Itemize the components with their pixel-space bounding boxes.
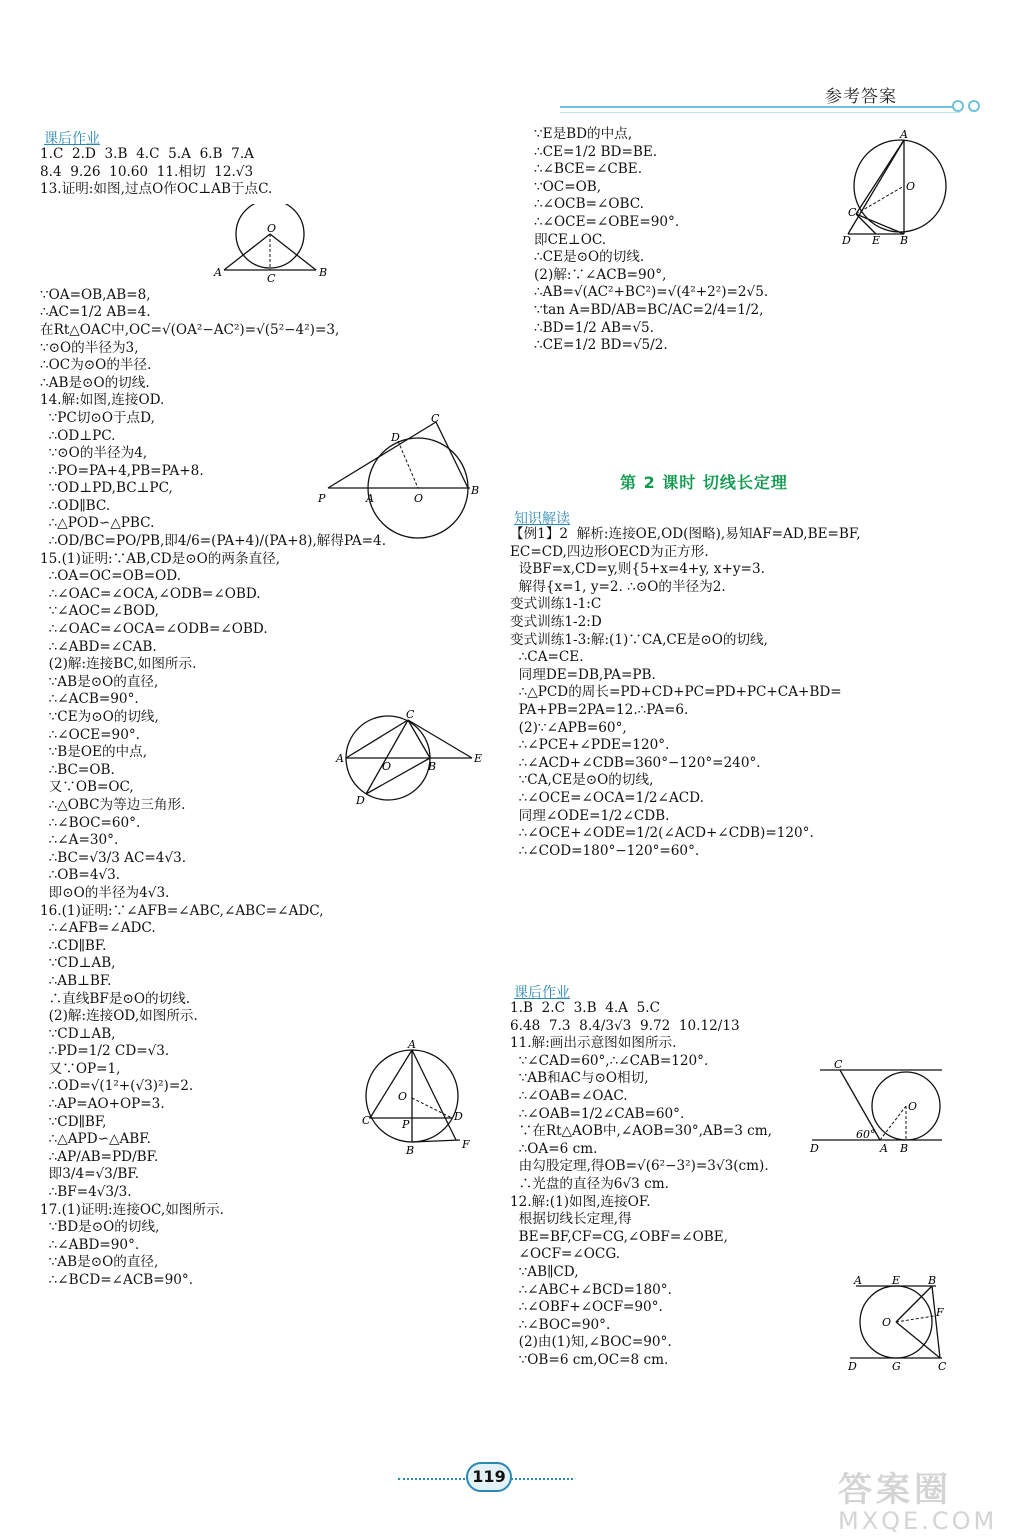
right-homework-column: [510, 1000, 772, 1369]
text-line: ∴CE=1/2 BD=√5/2.: [534, 337, 668, 354]
text-line: ∴OD⊥PC.: [40, 427, 116, 444]
text-line: ∵AB∥CD,: [510, 1263, 579, 1280]
text-line: ∵∠AOC=∠BOD,: [40, 603, 159, 620]
section-homework: 课后作业: [44, 131, 100, 147]
header-dot-icon: [952, 100, 964, 112]
svg-text:C: C: [848, 206, 857, 219]
svg-text:D: D: [842, 234, 851, 246]
text-line: ∵PC切⊙O于点D,: [40, 409, 155, 426]
text-line: 变式训练1-1:C: [510, 596, 602, 613]
svg-text:B: B: [928, 1274, 937, 1287]
header-dot-icon: [968, 100, 980, 112]
text-line: ∴∠OAC=∠OCA,∠ODB=∠OBD.: [40, 585, 261, 602]
svg-text:F: F: [936, 1306, 944, 1319]
text-line: 13.证明:如图,过点O作OC⊥AB于点C.: [40, 181, 273, 198]
text-line: ∴BF=4√3/3.: [40, 1184, 132, 1201]
svg-text:A: A: [366, 492, 374, 505]
text-line: ∴BC=OB.: [40, 761, 115, 778]
header-title: 参考答案: [825, 87, 897, 107]
svg-text:B: B: [900, 1142, 909, 1155]
text-line: ∴AB⊥BF.: [40, 972, 112, 989]
text-line: ∵OA=OB,AB=8,: [40, 286, 151, 303]
text-line: ∴∠OBF+∠OCF=90°.: [510, 1299, 663, 1316]
figure-q16: [360, 1036, 480, 1166]
text-line: ∴OD∥BC.: [40, 497, 111, 514]
text-line: ∴∠ABC+∠BCD=180°.: [510, 1281, 672, 1298]
text-line: ∴∠BOC=60°.: [40, 814, 141, 831]
figure-q15: [332, 708, 482, 808]
svg-text:A: A: [900, 128, 908, 141]
text-line: 1.C 2.D 3.B 4.C 5.A 6.B 7.A: [40, 146, 254, 162]
text-line: ∵AB是⊙O的直径,: [40, 1254, 159, 1271]
text-line: ∴∠ACB=90°.: [40, 691, 139, 708]
svg-text:P: P: [318, 492, 326, 505]
text-line: (2)由(1)知,∠BOC=90°.: [510, 1334, 672, 1351]
text-line: ∵CD⊥AB,: [40, 1025, 116, 1042]
text-line: EC=CD,四边形OECD为正方形.: [510, 543, 709, 560]
svg-text:C: C: [431, 412, 440, 425]
svg-text:C: C: [267, 272, 276, 284]
text-line: PA+PB=2PA=12.∴PA=6.: [510, 701, 689, 718]
svg-text:D: D: [454, 1110, 463, 1123]
text-line: ∴光盘的直径为6√3 cm.: [510, 1175, 669, 1192]
text-line: 由勾股定理,得OB=√(6²−3²)=3√3(cm).: [510, 1158, 769, 1175]
svg-text:O: O: [382, 760, 392, 773]
svg-text:B: B: [428, 760, 437, 773]
figure-q11-2: [806, 1056, 946, 1156]
text-line: ∴∠OAC=∠OCA=∠ODB=∠OBD.: [40, 621, 268, 638]
text-line: 1.B 2.C 3.B 4.A 5.C: [510, 1000, 661, 1016]
text-line: ∴∠BCE=∠CBE.: [534, 161, 643, 178]
figure-q12-2: [844, 1272, 964, 1372]
svg-text:O: O: [267, 222, 277, 235]
svg-text:E: E: [474, 752, 482, 765]
svg-text:A: A: [880, 1142, 888, 1155]
svg-text:A: A: [336, 752, 344, 765]
svg-text:O: O: [908, 1100, 918, 1113]
text-line: ∴∠BCD=∠ACB=90°.: [40, 1272, 194, 1288]
right-column: [534, 126, 768, 355]
text-line: 即CE⊥OC.: [534, 231, 607, 248]
text-line: ∴PD=1/2 CD=√3.: [40, 1043, 170, 1060]
text-line: ∵BD是⊙O的切线,: [40, 1219, 160, 1236]
text-line: 12.解:(1)如图,连接OF.: [510, 1193, 651, 1210]
lesson-title: 第 2 课时 切线长定理: [620, 473, 788, 492]
text-line: ∵CD⊥AB,: [40, 955, 116, 972]
figure-q17: [838, 126, 958, 246]
text-line: ∵CD∥BF,: [40, 1113, 107, 1130]
text-line: 根据切线长定理,得: [510, 1211, 632, 1228]
svg-text:O: O: [398, 1090, 408, 1103]
text-line: ∴OB=4√3.: [40, 867, 121, 884]
svg-text:E: E: [872, 234, 881, 246]
text-line: ∵⊙O的半径为3,: [40, 339, 139, 356]
text-line: 即3/4=√3/BF.: [40, 1166, 140, 1183]
watermark-bottom: MXQE.COM: [838, 1507, 998, 1535]
text-line: ∴直线BF是⊙O的切线.: [40, 990, 191, 1007]
svg-text:A: A: [854, 1274, 862, 1287]
svg-text:F: F: [462, 1138, 470, 1151]
text-line: ∴OD=√(1²+(√3)²)=2.: [40, 1078, 194, 1095]
text-line: ∵OC=OB,: [534, 178, 602, 195]
text-line: ∵CA,CE是⊙O的切线,: [510, 772, 654, 789]
text-line: 解得{x=1, y=2. ∴⊙O的半径为2.: [510, 578, 726, 595]
svg-text:D: D: [810, 1142, 819, 1155]
text-line: ∴∠BOC=90°.: [510, 1316, 611, 1333]
page-number: 119: [466, 1462, 512, 1492]
text-line: ∵⊙O的半径为4,: [40, 445, 148, 462]
svg-text:C: C: [938, 1360, 947, 1372]
text-line: 6.48 7.3 8.4/3√3 9.72 10.12/13: [510, 1017, 740, 1034]
text-line: 设BF=x,CD=y,则{5+x=4+y, x+y=3.: [510, 561, 765, 578]
text-line: ∴AB是⊙O的切线.: [40, 374, 150, 391]
text-line: 在Rt△OAC中,OC=√(OA²−AC²)=√(5²−4²)=3,: [40, 321, 340, 338]
text-line: 【例1】2 解析:连接OE,OD(图略),易知AF=AD,BE=BF,: [510, 526, 861, 542]
svg-text:P: P: [402, 1118, 410, 1131]
text-line: ∵B是OE的中点,: [40, 744, 148, 761]
svg-text:D: D: [848, 1360, 857, 1372]
text-line: ∵AB和AC与⊙O相切,: [510, 1070, 649, 1087]
text-line: ∵OD⊥PD,BC⊥PC,: [40, 480, 173, 497]
watermark-top: 答案圈: [838, 1470, 952, 1510]
text-line: ∵在Rt△AOB中,∠AOB=30°,AB=3 cm,: [510, 1123, 772, 1140]
svg-text:G: G: [892, 1360, 901, 1372]
text-line: 16.(1)证明:∵∠AFB=∠ABC,∠ABC=∠ADC,: [40, 902, 324, 919]
text-line: ∵tan A=BD/AB=BC/AC=2/4=1/2,: [534, 301, 764, 318]
svg-text:D: D: [391, 431, 400, 444]
text-line: 17.(1)证明:连接OC,如图所示.: [40, 1201, 224, 1218]
svg-text:O: O: [882, 1316, 892, 1329]
text-line: ∵E是BD的中点,: [534, 126, 633, 142]
text-line: ∴∠OCB=∠OBC.: [534, 196, 644, 213]
text-line: 8.4 9.26 10.60 11.相切 12.√3: [40, 163, 254, 180]
text-line: 11.解:画出示意图如图所示.: [510, 1035, 677, 1052]
svg-text:E: E: [892, 1274, 901, 1287]
text-line: ∴△APD∽△ABF.: [40, 1131, 151, 1148]
text-line: ∴CD∥BF.: [40, 937, 107, 954]
text-line: ∴AC=1/2 AB=4.: [40, 304, 151, 321]
svg-text:B: B: [319, 266, 328, 279]
svg-text:B: B: [471, 484, 480, 497]
text-line: ∴∠OAB=∠OAC.: [510, 1087, 628, 1104]
text-line: ∵CE为⊙O的切线,: [40, 709, 159, 725]
text-line: ∴△POD∽△PBC.: [40, 515, 155, 532]
text-line: ∴AP=AO+OP=3.: [40, 1096, 165, 1113]
text-line: (2)解:∵∠ACB=90°,: [534, 266, 667, 283]
text-line: ∴∠OCE=∠OBE=90°.: [534, 213, 680, 230]
svg-text:C: C: [834, 1058, 843, 1071]
svg-text:B: B: [406, 1144, 415, 1157]
text-line: 15.(1)证明:∵AB,CD是⊙O的两条直径,: [40, 550, 281, 567]
text-line: ∴CA=CE.: [510, 649, 584, 666]
text-line: ∴△PCD的周长=PD+CD+PC=PD+PC+CA+BD=: [510, 684, 842, 701]
text-line: ∴AB=√(AC²+BC²)=√(4²+2²)=2√5.: [534, 284, 769, 301]
text-line: ∵OB=6 cm,OC=8 cm.: [510, 1351, 669, 1368]
svg-text:O: O: [414, 492, 424, 505]
section-knowledge: 知识解读: [514, 511, 570, 527]
text-line: ∴∠PCE+∠PDE=120°.: [510, 737, 670, 754]
text-line: ∴CE=1/2 BD=BE.: [534, 143, 658, 160]
text-line: 变式训练1-2:D: [510, 613, 602, 630]
text-line: BE=BF,CF=CG,∠OBF=∠OBE,: [510, 1228, 729, 1245]
figure-q13: [212, 204, 332, 284]
text-line: ∠OCF=∠OCG.: [510, 1246, 621, 1263]
text-line: ∴CE是⊙O的切线.: [534, 249, 645, 266]
text-line: ∵∠CAD=60°,∴∠CAB=120°.: [510, 1052, 709, 1069]
text-line: ∴△OBC为等边三角形.: [40, 796, 186, 813]
text-line: ∴∠ACD+∠CDB=360°−120°=240°.: [510, 754, 761, 771]
svg-text:O: O: [906, 180, 916, 193]
text-line: 又∵OB=OC,: [40, 779, 134, 796]
text-line: ∴OA=6 cm.: [510, 1140, 598, 1157]
text-line: (2)解:连接BC,如图所示.: [40, 656, 197, 673]
text-line: ∴OC为⊙O的半径.: [40, 357, 152, 374]
svg-text:60°: 60°: [856, 1128, 876, 1141]
svg-text:B: B: [900, 234, 909, 246]
svg-text:C: C: [406, 708, 415, 721]
text-line: ∴∠OCE+∠ODE=1/2(∠ACD+∠CDB)=120°.: [510, 825, 814, 842]
text-line: ∴PO=PA+4,PB=PA+8.: [40, 462, 204, 479]
svg-text:D: D: [356, 794, 365, 807]
header-rule: [560, 106, 960, 113]
svg-text:C: C: [362, 1114, 371, 1127]
text-line: ∴∠AFB=∠ADC.: [40, 920, 156, 937]
text-line: ∵AB是⊙O的直径,: [40, 673, 159, 690]
text-line: ∴∠A=30°.: [40, 832, 119, 849]
text-line: 14.解:如图,连接OD.: [40, 392, 165, 409]
text-line: ∴∠ABD=∠CAB.: [40, 638, 157, 655]
text-line: 变式训练1-3:解:(1)∵CA,CE是⊙O的切线,: [510, 631, 768, 648]
text-line: ∴OA=OC=OB=OD.: [40, 568, 181, 585]
figure-q14: [318, 410, 488, 540]
text-line: 又∵OP=1,: [40, 1060, 121, 1077]
right-lower-column: [510, 526, 861, 860]
svg-text:A: A: [408, 1038, 416, 1051]
text-line: ∴OD/BC=PO/PB,即4/6=(PA+4)/(PA+8),解得PA=4.: [40, 533, 387, 550]
text-line: 即⊙O的半径为4√3.: [40, 884, 170, 901]
watermark: [838, 1462, 997, 1535]
text-line: ∴∠OAB=1/2∠CAB=60°.: [510, 1105, 685, 1122]
text-line: ∴∠ABD=90°.: [40, 1236, 140, 1253]
text-line: ∴BC=√3/3 AC=4√3.: [40, 849, 187, 866]
section-homework-2: 课后作业: [514, 985, 570, 1001]
text-line: 同理∠ODE=1/2∠CDB.: [510, 807, 670, 824]
text-line: ∴AP/AB=PD/BF.: [40, 1148, 159, 1165]
text-line: ∴∠COD=180°−120°=60°.: [510, 842, 700, 859]
text-line: ∴∠OCE=90°.: [40, 726, 140, 743]
text-line: ∴BD=1/2 AB=√5.: [534, 319, 654, 336]
svg-text:A: A: [214, 266, 222, 279]
text-line: (2)解:连接OD,如图所示.: [40, 1008, 198, 1025]
text-line: ∴∠OCE=∠OCA=1/2∠ACD.: [510, 789, 704, 806]
text-line: 同理DE=DB,PA=PB.: [510, 666, 656, 683]
text-line: (2)∵∠APB=60°,: [510, 719, 627, 736]
